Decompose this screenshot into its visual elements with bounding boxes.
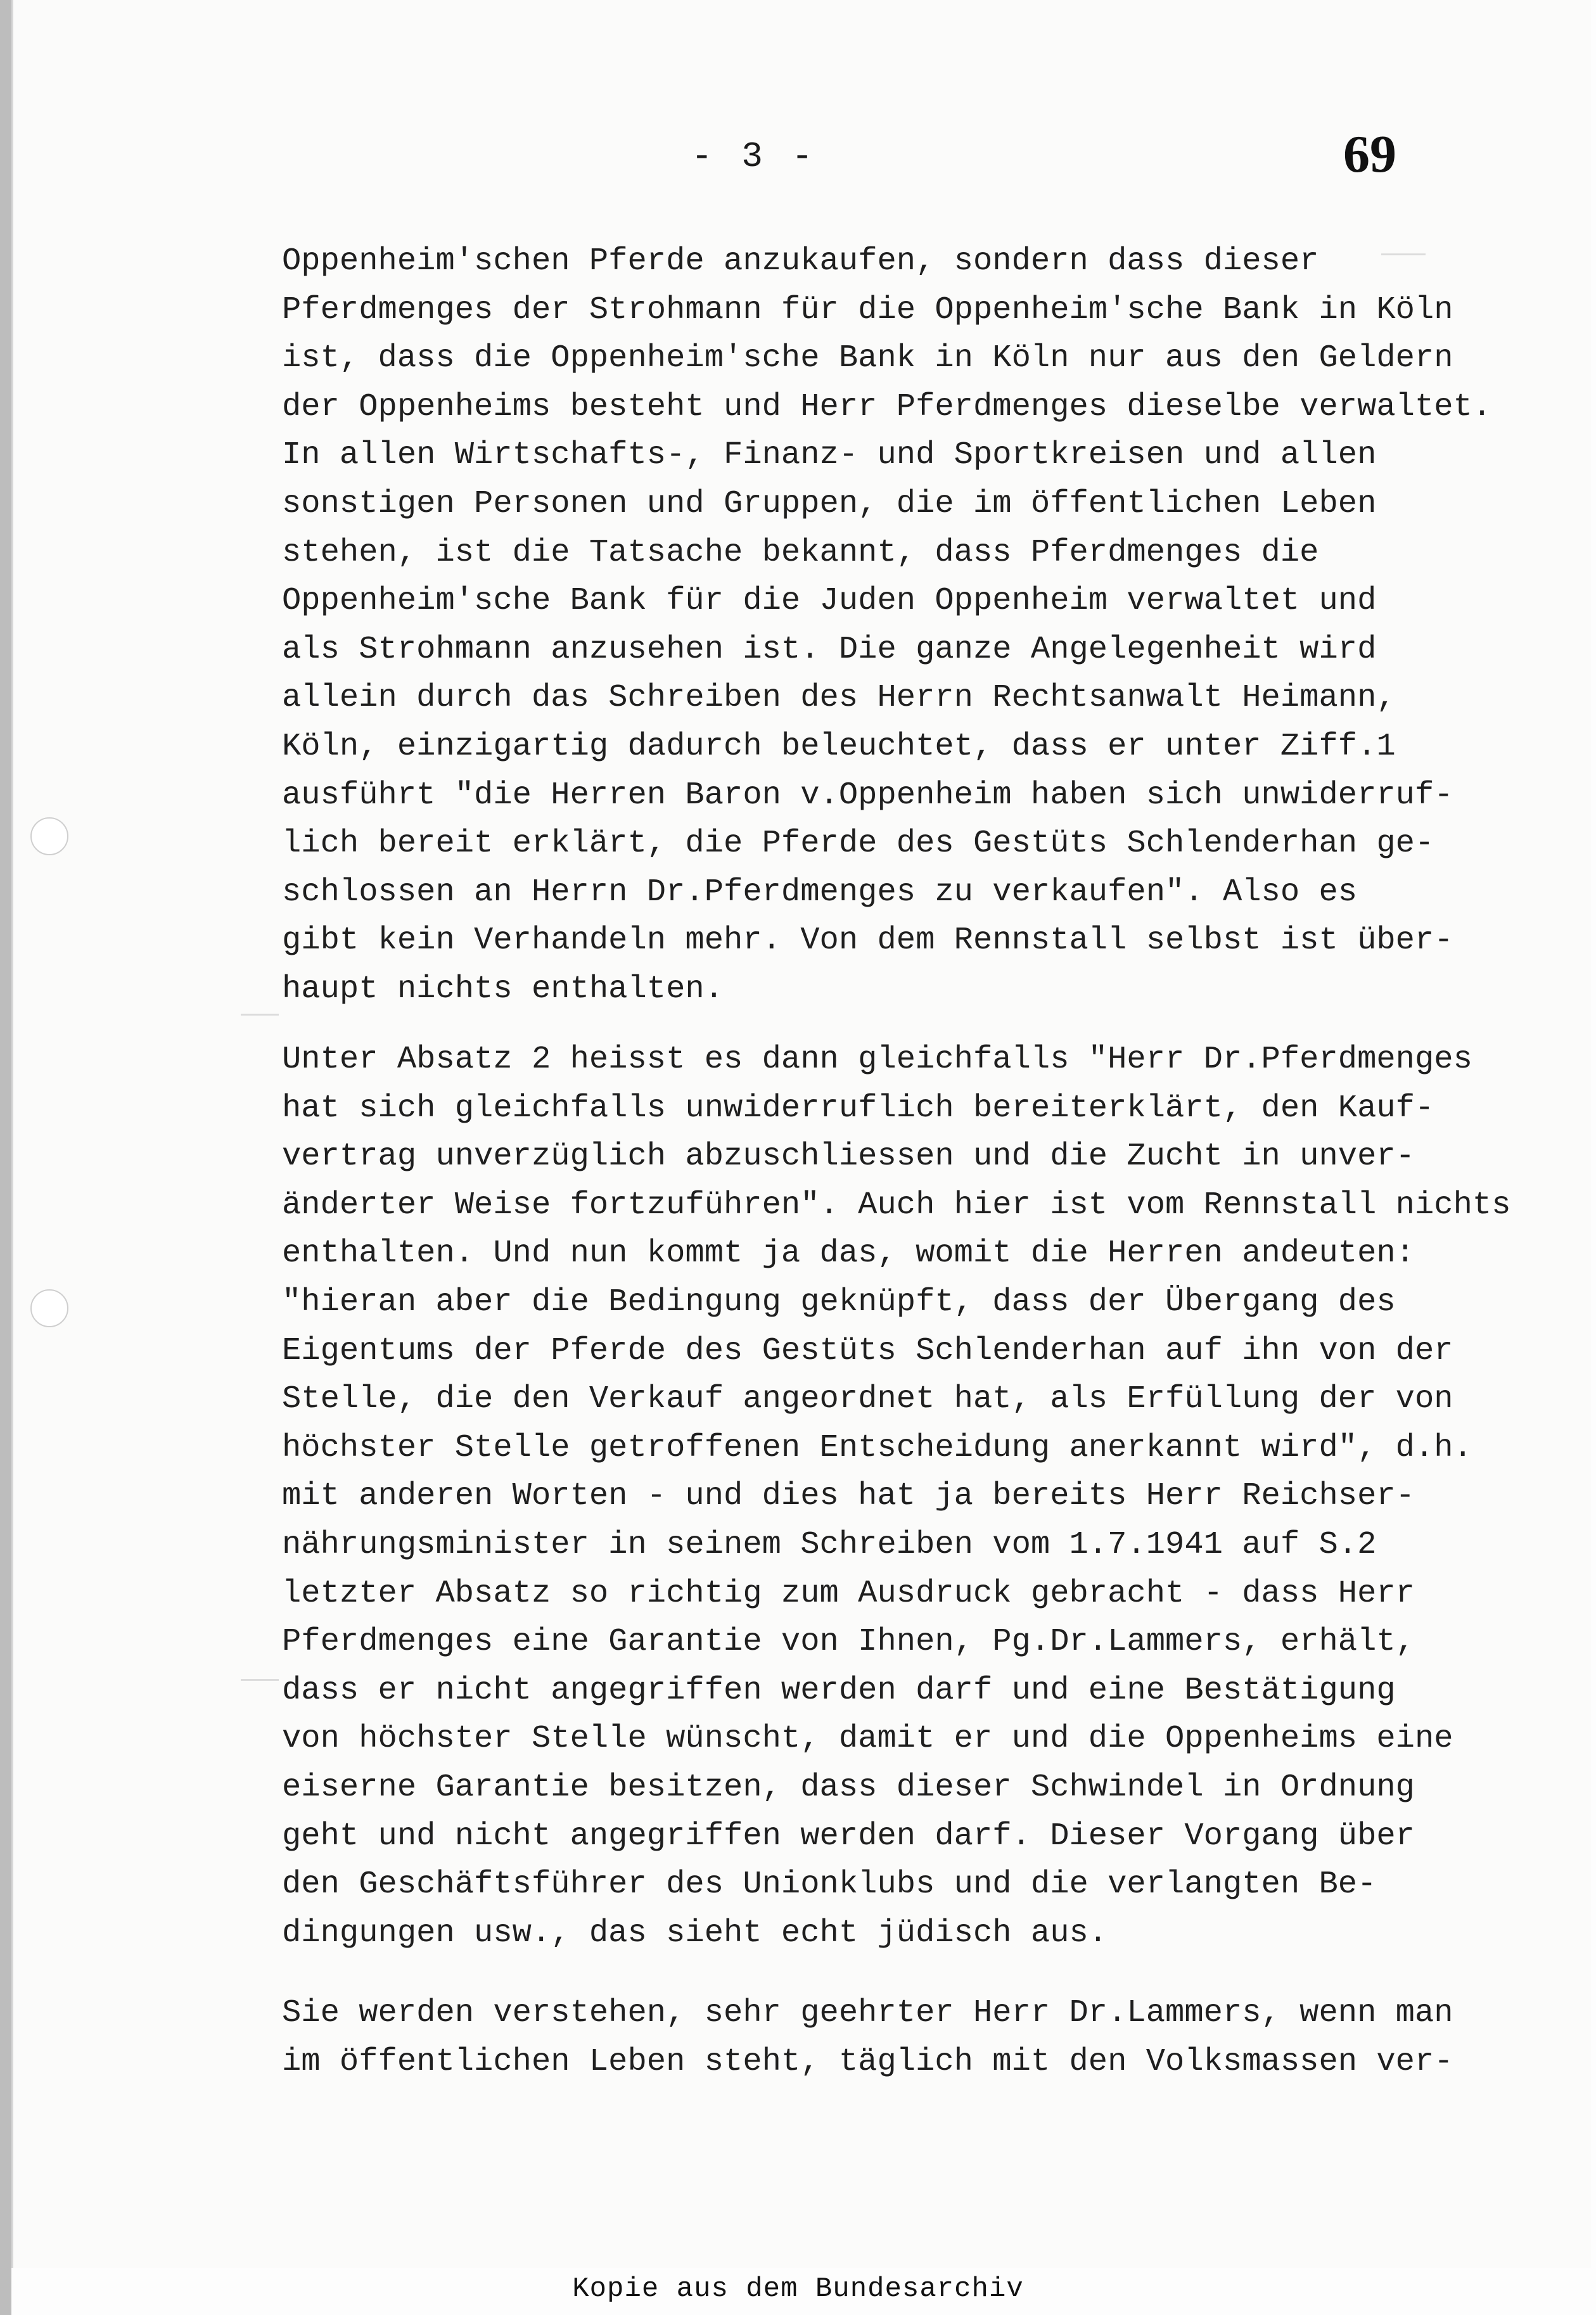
text-line: mit anderen Worten - und dies hat ja bereits Herr Reichser- [282, 1478, 1415, 1515]
text-line: Unter Absatz 2 heisst es dann gleichfalls "Herr Dr.Pferdmenges [282, 1042, 1472, 1078]
text-line: stehen, ist die Tatsache bekannt, dass Pferdmenges die [282, 534, 1319, 571]
archive-folio-number: 69 [1343, 125, 1396, 184]
page-number: - 3 - [691, 136, 817, 177]
text-line: ausführt "die Herren Baron v.Oppenheim haben sich unwiderruf- [282, 777, 1453, 813]
text-line: In allen Wirtschafts-, Finanz- und Sportkreisen und allen [282, 437, 1377, 474]
text-line: sonstigen Personen und Gruppen, die im öffentlichen Leben [282, 485, 1377, 522]
text-line: hat sich gleichfalls unwiderruflich bereiterklärt, den Kauf- [282, 1090, 1434, 1126]
text-line: dass er nicht angegriffen werden darf und eine Bestätigung [282, 1672, 1396, 1709]
text-line: ist, dass die Oppenheim'sche Bank in Köln nur aus den Geldern [282, 340, 1453, 377]
text-line: eiserne Garantie besitzen, dass dieser Schwindel in Ordnung [282, 1769, 1415, 1806]
text-line: Stelle, die den Verkauf angeordnet hat, als Erfüllung der von [282, 1381, 1453, 1418]
text-line: geht und nicht angegriffen werden darf. Dieser Vorgang über [282, 1818, 1415, 1854]
text-line: "hieran aber die Bedingung geknüpft, dass der Übergang des [282, 1284, 1396, 1320]
text-line: haupt nichts enthalten. [282, 971, 724, 1007]
text-line: Pferdmenges der Strohmann für die Oppenheim'sche Bank in Köln [282, 291, 1453, 328]
text-line: den Geschäftsführer des Unionklubs und die verlangten Be- [282, 1866, 1377, 1903]
text-line: gibt kein Verhandeln mehr. Von dem Rennstall selbst ist über- [282, 922, 1453, 959]
text-line: letzter Absatz so richtig zum Ausdruck gebracht - dass Herr [282, 1575, 1415, 1612]
text-line: nährungsminister in seinem Schreiben vom 1.7.1941 auf S.2 [282, 1526, 1377, 1563]
punch-hole-top [30, 817, 68, 855]
scan-edge-shadow [0, 0, 11, 2315]
archive-footer: Kopie aus dem Bundesarchiv [572, 2273, 1024, 2305]
text-line: Oppenheim'sche Bank für die Juden Oppenheim verwaltet und [282, 583, 1377, 620]
paragraph-2 [282, 1036, 1568, 1958]
text-line: änderter Weise fortzuführen". Auch hier ist vom Rennstall nichts [282, 1187, 1511, 1223]
punch-hole-bottom [30, 1289, 68, 1327]
text-line: Eigentums der Pferde des Gestüts Schlenderhan auf ihn von der [282, 1332, 1453, 1369]
text-line: Pferdmenges eine Garantie von Ihnen, Pg.Dr.Lammers, erhält, [282, 1624, 1415, 1661]
text-line: allein durch das Schreiben des Herrn Rechtsanwalt Heimann, [282, 680, 1396, 717]
text-line: der Oppenheims besteht und Herr Pferdmenges dieselbe verwaltet. [282, 388, 1492, 425]
bleed-through-mark [241, 1679, 279, 1681]
bleed-through-mark [241, 1014, 279, 1016]
text-line: Oppenheim'schen Pferde anzukaufen, sondern dass dieser [282, 243, 1319, 279]
text-line: als Strohmann anzusehen ist. Die ganze Angelegenheit wird [282, 631, 1377, 668]
text-line: lich bereit erklärt, die Pferde des Gestüts Schlenderhan ge- [282, 826, 1434, 862]
paragraph-1 [282, 238, 1568, 1014]
text-line: höchster Stelle getroffenen Entscheidung anerkannt wird", d.h. [282, 1429, 1472, 1466]
text-line: dingungen usw., das sieht echt jüdisch aus. [282, 1915, 1108, 1951]
text-line: im öffentlichen Leben steht, täglich mit den Volksmassen ver- [282, 2043, 1453, 2080]
text-line: von höchster Stelle wünscht, damit er und die Oppenheims eine [282, 1721, 1453, 1757]
text-line: vertrag unverzüglich abzuschliessen und die Zucht in unver- [282, 1138, 1415, 1175]
text-line: schlossen an Herrn Dr.Pferdmenges zu verkaufen". Also es [282, 874, 1358, 910]
text-line: Köln, einzigartig dadurch beleuchtet, dass er unter Ziff.1 [282, 728, 1396, 765]
text-line: enthalten. Und nun kommt ja das, womit die Herren andeuten: [282, 1235, 1415, 1272]
text-line: Sie werden verstehen, sehr geehrter Herr Dr.Lammers, wenn man [282, 1995, 1453, 2031]
paragraph-3 [282, 1989, 1568, 2086]
